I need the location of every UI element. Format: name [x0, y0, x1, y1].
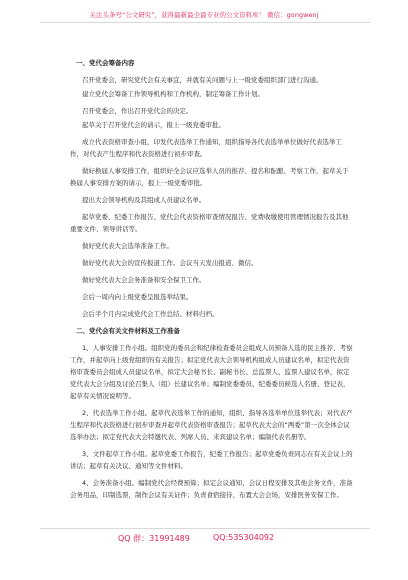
paragraph: 4、会务准备小组。编制党代会经费预算；拟定会议通知、会议日程安排及其他会务文件，准备会务用品，印制选票，制作会议有关证件；负责食宿接待、布置大会会场，安排医务安保工作。 [70, 479, 353, 499]
qq-group-label: QQ 群：31991489 [118, 534, 190, 543]
qq-contact-label: QQ:535304092 [213, 533, 275, 542]
section-heading: 二、党代会有关文件材料及工作准备 [76, 327, 180, 335]
paragraph: 做好党代表大会选举准备工作。 [82, 242, 173, 250]
paragraph: 3、文件起草工作小组。起草党委工作报告，纪委工作报告；起草党委负责同志在有关会议上的讲话；起草有关决议、通知等文件材料。 [70, 450, 353, 470]
paragraph: 召开党委会，作出召开党代会的决定。 [82, 107, 193, 115]
paragraph: 起草党委、纪委工作报告、党代会代表资格审查情况报告、党费收缴使用管理情况报告及其他重要文件、领导讲话等。 [70, 213, 349, 233]
footer-divider [40, 528, 370, 529]
paragraph: 1、人事安排工作小组。组织党的委员会和纪律检查委员会组成人员预备人选的民主推荐、考察工作，并起草向上级党组织的有关报告；拟定党代表大会领导机构组成人员建议名单，拟定代表资格审查委员会组成人员建议名单，拟定大会秘书长、副秘书长、总监票人、监票人建议名单，拟定党代表大会分组及讨论召集人（组）长建议名单；编制党委委员、纪委委员候选人名册、登记表，起草有关情况说明等。 [70, 344, 353, 400]
document-body [70, 57, 354, 506]
paragraph: 成立代表资格审查小组，印发代表选举工作通知，组织指导各代表选举单位做好代表选举工作，对代表产生程序和代表资格进行初步审查。 [70, 138, 342, 158]
paragraph: 做好党代表大会会务准备和安全保卫工作。 [82, 276, 206, 284]
paragraph: 建立党代会筹备工作领导机构和工作机构，制定筹备工作计划。 [82, 90, 264, 98]
paragraph: 做好换届人事安排工作，组织好全会议应选举人员的推荐、提名和酝酿、考察工作，起草关于换届人事安排方案的请示，报上一级党委审批。 [70, 167, 349, 187]
paragraph: 会后半个月内完成党代会工作总结、材料归档。 [82, 310, 219, 318]
paragraph: 提出大会领导机构及其组成人员建议名单。 [82, 196, 206, 204]
paragraph: 起草关于召开党代会的请示，报上一级党委审批。 [82, 121, 225, 129]
paragraph: 召开党委会，研究党代会有关事宜，并就有关问题与上一级党委组织部门进行沟通。 [82, 76, 323, 84]
paragraph: 2、代表选举工作小组。起草代表选举工作的通知，组织、指导各选举单位选举代表；对代表产生程序和代表资格进行初步审查并起草代表资格审查报告；起草代表大会的“两委”第一次全体会议选举办法；拟定党代表大会特邀代表、列席人员、来宾建议名单；编制代表名册等。 [70, 409, 353, 441]
header-divider [40, 22, 370, 23]
section-heading: 一、党代会筹备内容 [76, 59, 135, 67]
paragraph: 做好党代表大会的宣传报道工作。会议当天发出报道、微信。 [82, 259, 258, 267]
header-banner: 关注头条号“公文研究”，获得最新最全最专业的公文资料库！ 微信：gongwenj [89, 11, 319, 19]
paragraph: 会后一周内向上级党委呈报选举结果。 [82, 293, 193, 301]
